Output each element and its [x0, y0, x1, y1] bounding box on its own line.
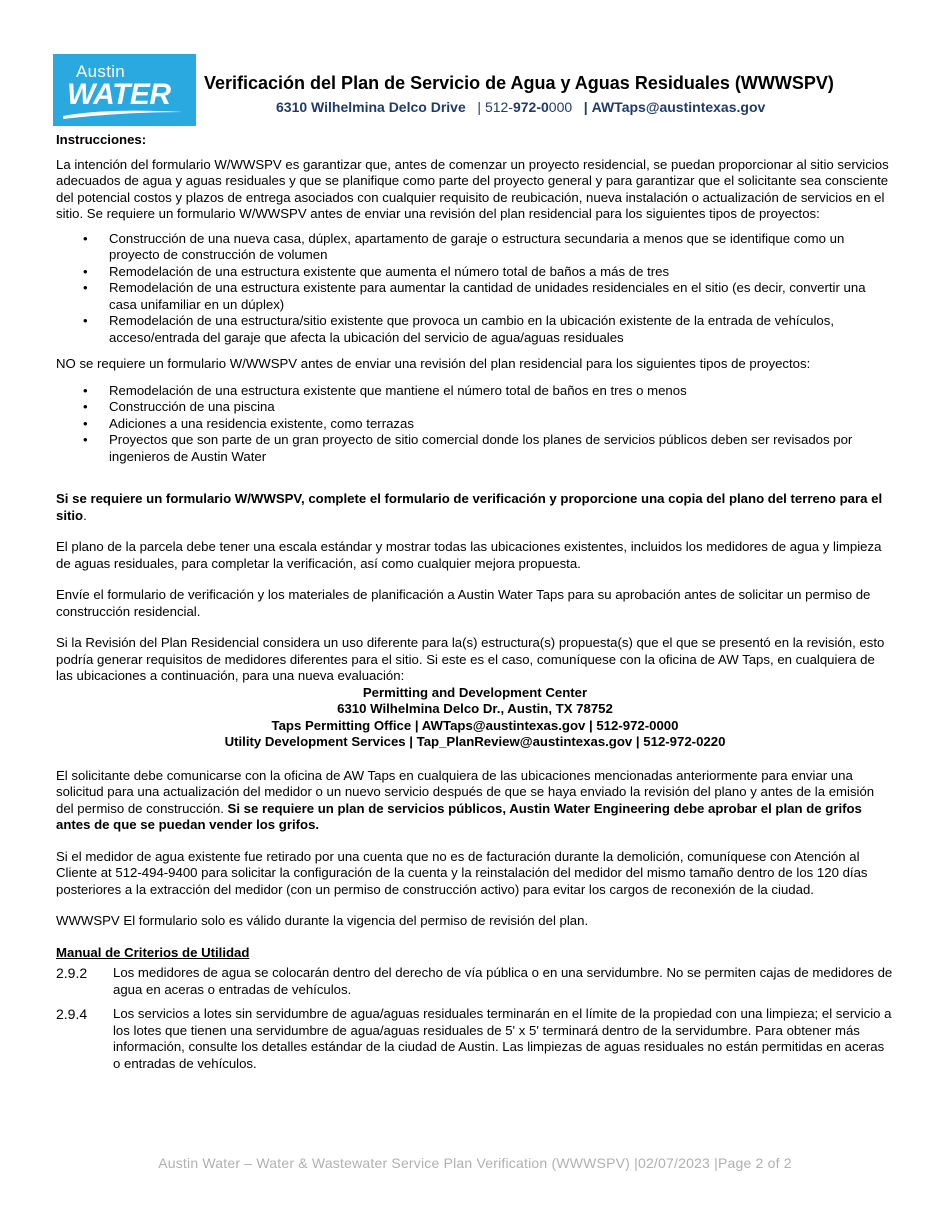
list-item: • Adiciones a una residencia existente, como terrazas	[56, 416, 894, 433]
criteria-text: Los medidores de agua se colocarán dentro del derecho de vía pública o en una servidumbre. No se permiten cajas de medidores de agua en aceras o entradas de vehículos.	[113, 965, 893, 997]
header-phone-prefix: 512-	[484, 99, 513, 115]
document-body	[56, 132, 894, 1072]
validity-paragraph: WWWSPV El formulario solo es válido durante la vigencia del permiso de revisión del plan.	[56, 913, 589, 928]
plan-review-paragraph: Si la Revisión del Plan Residencial considera un uso diferente para la(s) estructura(s) propuesta(s) que el que se presentó en la revisión, esto podría generar requisitos de medidores diferentes para el sitio. Si este es el caso, comuníquese con la oficina de AW Taps, en cualquiera de las ubicaciones a continuación, para una nueva evaluación:	[56, 635, 885, 683]
header-address: 6310 Wilhelmina Delco Drive	[276, 99, 466, 115]
required-form-bold: Si se requiere un formulario W/WWSPV, complete el formulario de verificación y proporcione una copia del plano del terreno para el sitio	[56, 491, 883, 523]
logo-text-water: WATER	[67, 78, 171, 111]
not-required-list	[56, 383, 894, 466]
criteria-item	[56, 1006, 894, 1072]
criteria-item	[56, 965, 894, 998]
list-item: • Remodelación de una estructura existente que mantiene el número total de baños en tres o menos	[56, 383, 894, 400]
not-required-intro: NO se requiere un formulario W/WWSPV antes de enviar una revisión del plan residencial para los siguientes tipos de proyectos:	[56, 356, 811, 371]
list-item: • Construcción de una nueva casa, dúplex, apartamento de garaje o estructura secundaria a menos que se identifique como un proyecto de construcción de volumen	[56, 231, 894, 264]
header-contact: 6310 Wilhelmina Delco Drive | 512-972-0000 | AWTaps@austintexas.gov	[276, 99, 766, 115]
send-form-paragraph: Envíe el formulario de verificación y los materiales de planificación a Austin Water Taps para su aprobación antes de solicitar un permiso de construcción residencial.	[56, 587, 871, 619]
logo-text-austin: Austin	[76, 62, 126, 81]
meter-paragraph: Si el medidor de agua existente fue retirado por una cuenta que no es de facturación durante la demolición, comuníquese con Atención al Cliente at 512-494-9400 para solicitar la configuración de la cuenta y la reinstalación del medidor del mismo tamaño dentro de los 120 días posteriores a la extracción del medidor (con un permiso de construcción activo) para evitar los cargos de reconexión de la ciudad.	[56, 848, 868, 897]
instructions-intro: La intención del formulario W/WWSPV es garantizar que, antes de comenzar un proyecto residencial, se puedan proporcionar al sitio servicios adecuados de agua y aguas residuales y que se planifique como parte del proyecto general y para garantizar que el solicitante sea consciente del potencial costos y plazos de entrega asociados con cualquier requisito de reubicación, nueva instalación o actualización de servicios en el sitio. Se requiere un formulario W/WWSPV antes de enviar una revisión del plan residencial para los siguientes tipos de proyectos:	[56, 156, 889, 221]
document-title: Verificación del Plan de Servicio de Agua y Aguas Residuales (WWWSPV)	[204, 73, 834, 93]
list-item: • Construcción de una piscina	[56, 399, 894, 416]
list-item: • Proyectos que son parte de un gran proyecto de sitio comercial donde los planes de servicios públicos deben ser revisados por ingenieros de Austin Water	[56, 432, 894, 465]
page-footer: Austin Water – Water & Wastewater Service Plan Verification (WWWSPV) |02/07/2023 |Page 2 of 2	[158, 1155, 792, 1171]
required-list	[56, 231, 894, 347]
criteria-number: 2.9.2	[56, 965, 88, 981]
austin-water-logo	[53, 54, 196, 126]
applicant-paragraph	[56, 768, 894, 834]
header-phone-mid: 972-0	[512, 99, 549, 115]
location-line: Permitting and Development Center	[362, 684, 588, 700]
location-line: Utility Development Services | Tap_PlanReview@austintexas.gov | 512-972-0220	[224, 734, 726, 749]
instructions-label: Instrucciones:	[56, 132, 147, 147]
required-form-end: .	[83, 507, 87, 523]
criteria-number: 2.9.4	[56, 1006, 88, 1022]
location-line: 6310 Wilhelmina Delco Dr., Austin, TX 78752	[337, 701, 613, 716]
header-phone-end: 000	[548, 99, 573, 115]
applicant-text: El solicitante debe comunicarse con la oficina de AW Taps en cualquiera de las ubicaciones mencionadas anteriormente para enviar una solicitud para una actualización del medidor o un nuevo servicio después de que se haya enviado la revisión del plano y antes de la emisión del permiso de construcción.	[56, 767, 875, 816]
required-form-paragraph	[56, 491, 894, 524]
header-email[interactable]: AWTaps@austintexas.gov	[591, 99, 766, 115]
logo-swoosh-icon	[63, 108, 183, 120]
list-item: • Remodelación de una estructura existente para aumentar la cantidad de unidades residenciales en el sitio (es decir, convertir una casa unifamiliar en un dúplex)	[56, 280, 894, 313]
applicant-bold-text: Si se requiere un plan de servicios públicos, Austin Water Engineering debe aprobar el plan de grifos antes de que se puedan vender los grifos.	[56, 800, 862, 832]
location-line: Taps Permitting Office | AWTaps@austintexas.gov | 512-972-0000	[271, 717, 679, 733]
plot-plan-paragraph: El plano de la parcela debe tener una escala estándar y mostrar todas las ubicaciones existentes, incluidos los medidores de agua y limpieza de aguas residuales, para completar la verificación, así como cualquier mejora propuesta.	[56, 539, 882, 571]
list-item: • Remodelación de una estructura/sitio existente que provoca un cambio en la ubicación existente de la entrada de vehículos, acceso/entrada del garaje que afecta la ubicación del servicio de agua/aguas residuales	[56, 313, 894, 346]
list-item: • Remodelación de una estructura existente que aumenta el número total de baños a más de tres	[56, 264, 894, 281]
criteria-heading: Manual de Criterios de Utilidad	[56, 944, 250, 960]
locations-block	[56, 685, 894, 751]
criteria-text: Los servicios a lotes sin servidumbre de agua/aguas residuales terminarán en el límite de la propiedad con una limpieza; el servicio a los lotes que tienen una servidumbre de agua/aguas residuales de 5' x 5' terminará dentro de la servidumbre. Para obtener más información, consulte los detalles estándar de la ciudad de Austin. Las limpiezas de aguas residuales no están permitidas en aceras o entradas de vehículos.	[113, 1006, 892, 1071]
